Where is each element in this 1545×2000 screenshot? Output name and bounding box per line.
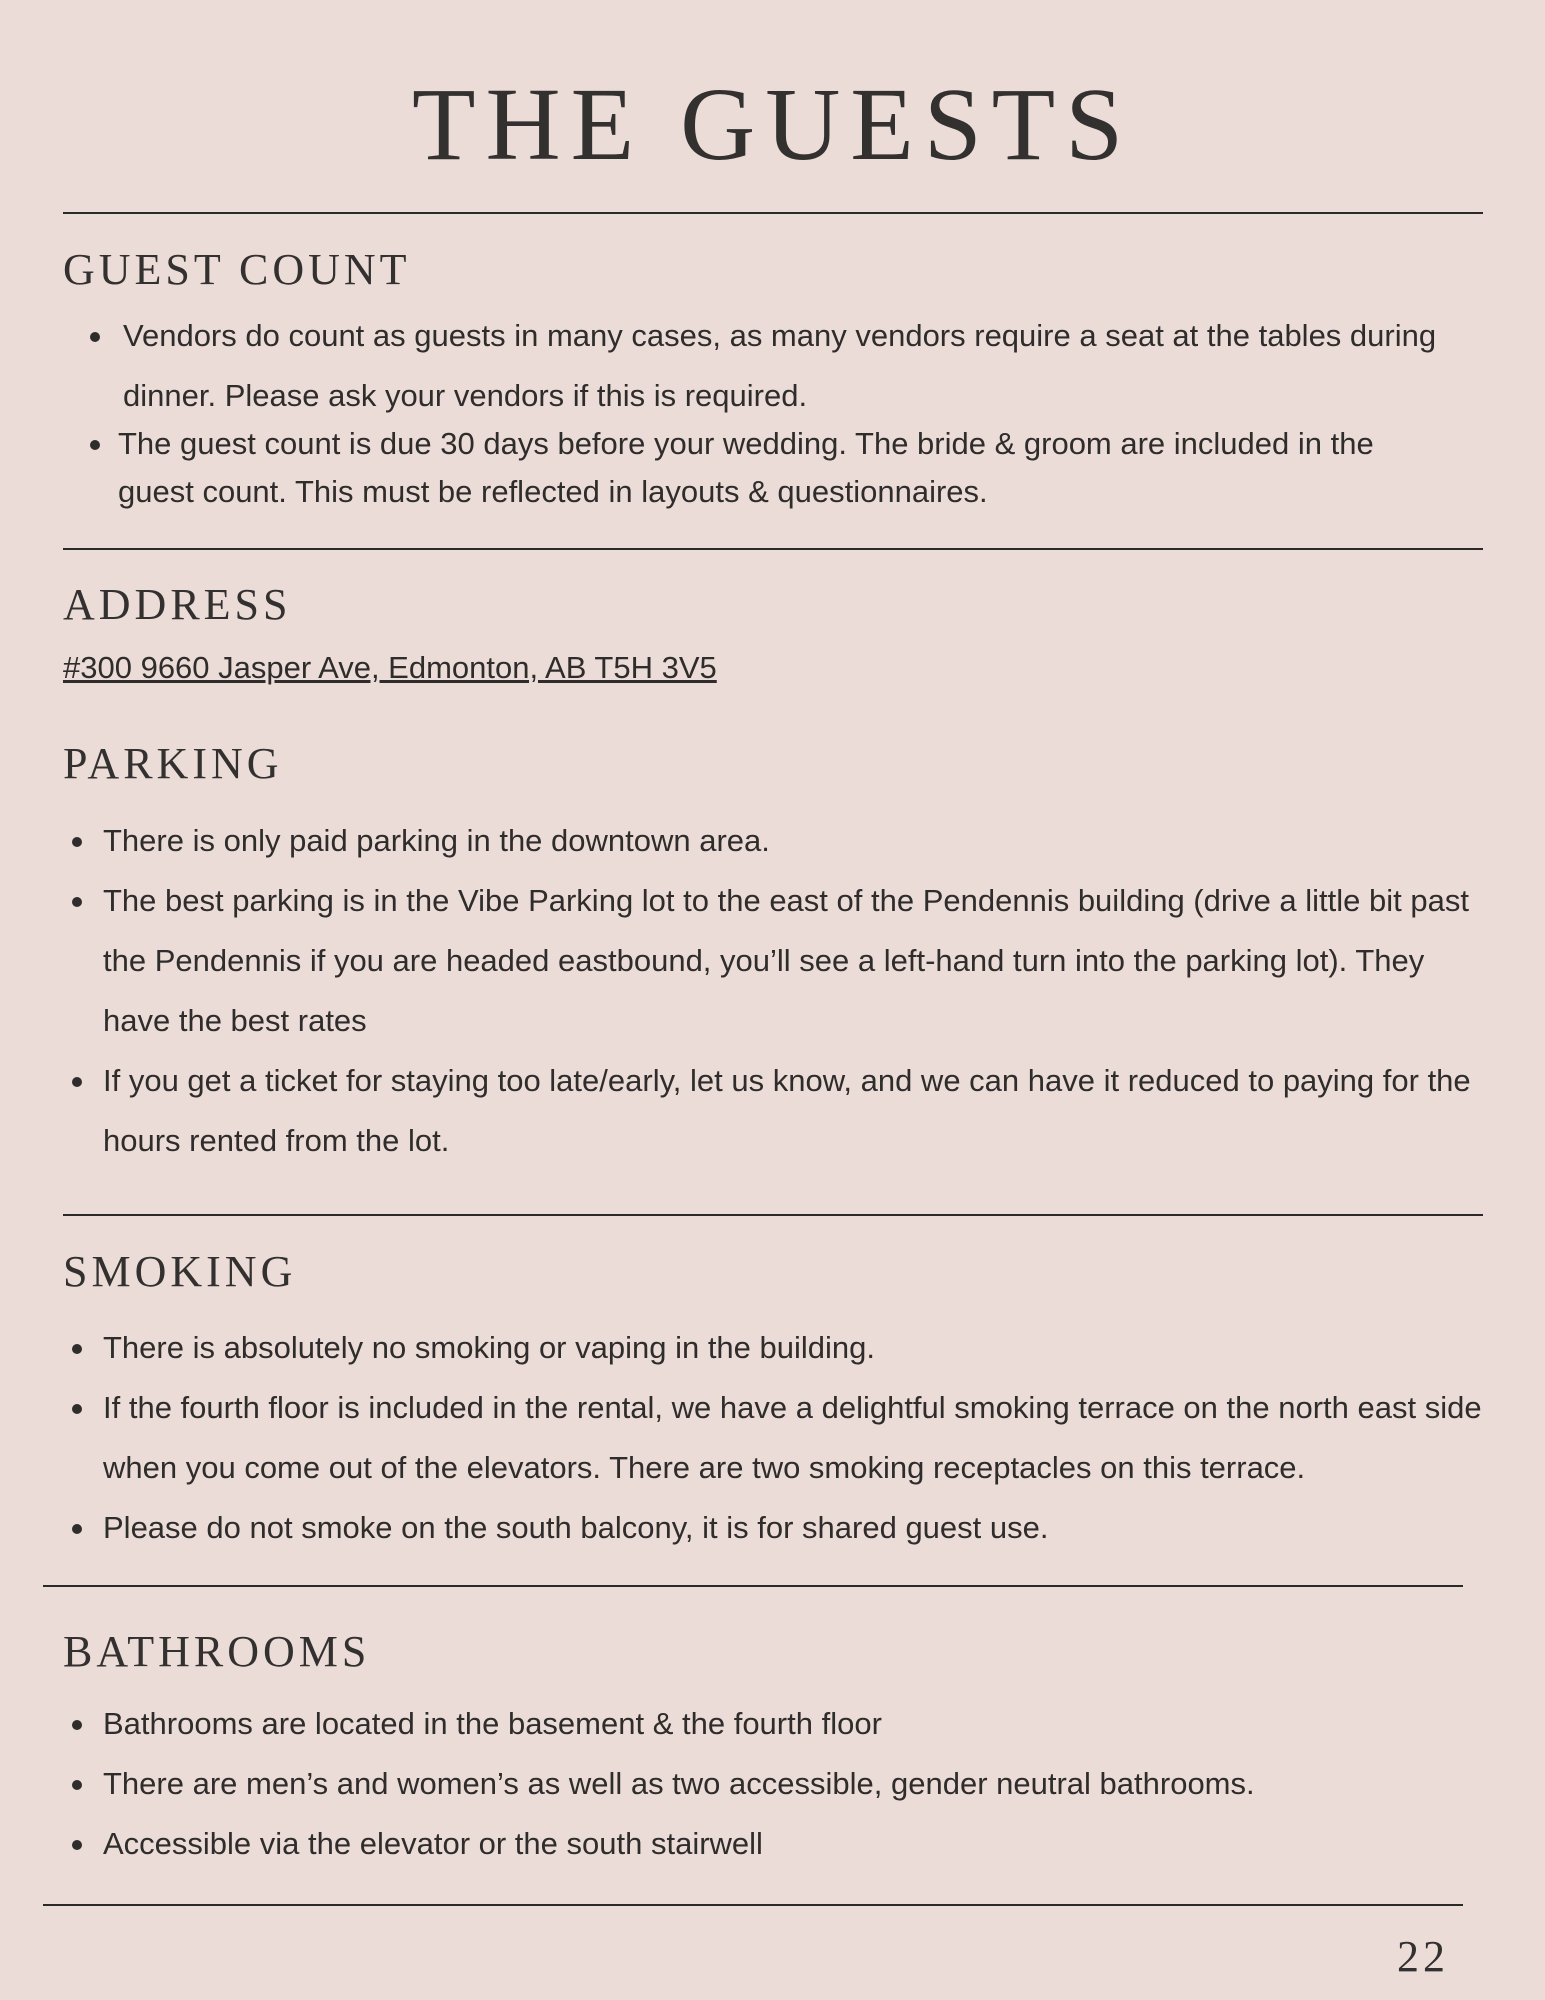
page-title: THE GUESTS: [411, 67, 1134, 182]
list-item: [103, 871, 1473, 1051]
bullet-icon: [72, 1077, 82, 1087]
bullet-icon: [72, 1344, 82, 1354]
smoking-heading: SMOKING: [63, 1247, 297, 1296]
bullet-icon: [90, 332, 100, 342]
bullet-icon: [72, 1720, 82, 1730]
list-item: [118, 420, 1448, 516]
parking-list: [103, 811, 1473, 1171]
divider-parking: [63, 1214, 1483, 1216]
divider-smoking: [43, 1585, 1463, 1587]
address-link[interactable]: #300 9660 Jasper Ave, Edmonton, AB T5H 3V5: [63, 650, 717, 685]
list-item: [103, 1051, 1473, 1171]
divider-guest-count: [63, 548, 1483, 550]
guest-count-item-2: The guest count is due 30 days before your wedding. The bride & groom are included in the guest count. This must be reflected in layouts & questionnaires.: [118, 426, 1374, 509]
address-heading: ADDRESS: [63, 580, 292, 629]
guest-count-list: [118, 306, 1448, 516]
parking-heading: PARKING: [63, 739, 283, 788]
divider-bottom: [43, 1904, 1463, 1906]
bathrooms-item-3: Accessible via the elevator or the south stairwell: [103, 1826, 763, 1861]
list-item: [103, 1754, 1483, 1814]
bullet-icon: [72, 1780, 82, 1790]
bullet-icon: [90, 440, 100, 450]
list-item: [103, 1318, 1523, 1378]
parking-item-3: If you get a ticket for staying too late/early, let us know, and we can have it reduced to paying for the hours rented from the lot.: [103, 1063, 1471, 1158]
page-number: 22: [1397, 1932, 1449, 1981]
list-item: [118, 306, 1448, 426]
list-item: [103, 1694, 1483, 1754]
list-item: [103, 811, 1473, 871]
bullet-icon: [72, 1404, 82, 1414]
bathrooms-list: [103, 1694, 1483, 1874]
bathrooms-heading: BATHROOMS: [63, 1627, 371, 1676]
list-item: [103, 1814, 1483, 1874]
divider-top: [63, 212, 1483, 214]
bathrooms-item-1: Bathrooms are located in the basement & the fourth floor: [103, 1706, 882, 1741]
bullet-icon: [72, 897, 82, 907]
smoking-item-2: If the fourth floor is included in the rental, we have a delightful smoking terrace on the north east side when you come out of the elevators. There are two smoking receptacles on this terrace.: [103, 1390, 1482, 1485]
list-item: [103, 1498, 1523, 1558]
bathrooms-item-2: There are men’s and women’s as well as two accessible, gender neutral bathrooms.: [103, 1766, 1255, 1801]
parking-item-1: There is only paid parking in the downtown area.: [103, 823, 770, 858]
smoking-list: [103, 1318, 1523, 1558]
bullet-icon: [72, 1840, 82, 1850]
parking-item-2: The best parking is in the Vibe Parking lot to the east of the Pendennis building (drive a little bit past the Pendennis if you are headed eastbound, you’ll see a left-hand turn into the parking lot). They have the best rates: [103, 883, 1469, 1038]
bullet-icon: [72, 837, 82, 847]
guest-count-item-1: Vendors do count as guests in many cases, as many vendors require a seat at the tables during dinner. Please ask your vendors if this is required.: [123, 318, 1437, 413]
smoking-item-3: Please do not smoke on the south balcony, it is for shared guest use.: [103, 1510, 1049, 1545]
smoking-item-1: There is absolutely no smoking or vaping in the building.: [103, 1330, 876, 1365]
list-item: [103, 1378, 1523, 1498]
guest-count-heading: GUEST COUNT: [63, 245, 411, 294]
bullet-icon: [72, 1524, 82, 1534]
